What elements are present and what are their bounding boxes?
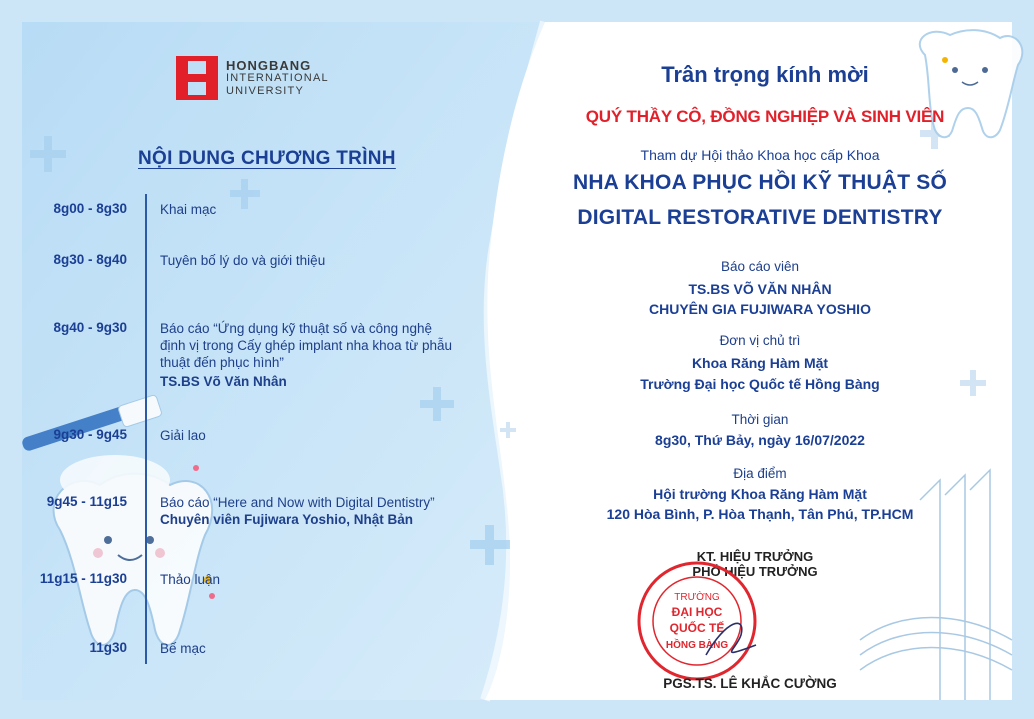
seal-line2: ĐẠI HỌC [671,605,723,619]
invite-audience: QUÝ THẦY CÔ, ĐỒNG NGHIỆP VÀ SINH VIÊN [585,107,945,126]
program-desc-3 [160,320,500,390]
host-1: Khoa Răng Hàm Mặt [691,355,829,371]
program-desc-3-line1: Báo cáo “Ứng dụng kỹ thuật số và công nghệ [160,321,432,336]
program-desc-3-line2: định vị trong Cấy ghép implant nha khoa từ phẫu [160,338,452,353]
program-time-7: 11g30 [89,640,127,655]
time-value: 8g30, Thứ Bảy, ngày 16/07/2022 [655,432,865,448]
program-desc-4: Giải lao [160,428,206,443]
logo-line2: INTERNATIONAL [226,71,329,84]
seal-line1: TRƯỜNG [674,592,720,603]
logo-line1: HONGBANG [226,57,312,73]
logo-h-mark [176,56,218,100]
program-time-3: 8g40 - 9g30 [53,320,127,335]
seal-line4: HỒNG BÀNG [665,640,729,651]
invite-subtitle: Tham dự Hội thảo Khoa học cấp Khoa [640,147,880,163]
seal-line3: QUỐC TẾ [669,621,725,635]
program-time-4: 9g30 - 9g45 [53,427,127,442]
program-desc-5-line1: Báo cáo “Here and Now with Digital Dentistry” [160,495,435,510]
program-desc-5 [160,494,500,528]
program-speaker-5: Chuyên viên Fujiwara Yoshio, Nhật Bản [160,512,414,527]
program-title: NỘI DUNG CHƯƠNG TRÌNH [138,148,396,169]
program-desc-2: Tuyên bố lý do và giới thiệu [160,253,326,268]
invite-greeting: Trân trọng kính mời [661,62,869,87]
venue-1: Hội trường Khoa Răng Hàm Mặt [653,486,867,502]
speaker-1: TS.BS VÕ VĂN NHÂN [688,281,832,297]
program-desc-1: Khai mạc [160,202,217,217]
program-time-5: 9g45 - 11g15 [46,494,127,509]
event-title-en: DIGITAL RESTORATIVE DENTISTRY [577,206,943,229]
signature-line2: PHÓ HIỆU TRƯỞNG [692,564,818,579]
signature-line1: KT. HIỆU TRƯỞNG [696,549,814,564]
university-logo [176,56,329,100]
program-desc-7: Bế mạc [160,641,206,656]
program-time-1: 8g00 - 8g30 [53,201,127,216]
speakers-label: Báo cáo viên [720,259,800,274]
timeline-line [145,194,147,664]
venue-2: 120 Hòa Bình, P. Hòa Thạnh, Tân Phú, TP.HCM [606,506,914,522]
program-time-2: 8g30 - 8g40 [53,252,127,267]
program-desc-6: Thảo luận [160,572,221,587]
signatory-name: PGS.TS. LÊ KHẮC CƯỜNG [663,676,837,691]
venue-label: Địa điểm [733,466,787,481]
official-seal [636,560,758,682]
speaker-2: CHUYÊN GIA FUJIWARA YOSHIO [649,301,871,317]
program-speaker-3: TS.BS Võ Văn Nhân [160,374,287,389]
time-label: Thời gian [731,412,789,427]
program-time-6: 11g15 - 11g30 [39,571,127,586]
logo-wordmark [226,59,329,98]
host-label: Đơn vị chủ trì [719,333,801,348]
host-2: Trường Đại học Quốc tế Hồng Bàng [640,376,880,392]
event-title-vi: NHA KHOA PHỤC HỒI KỸ THUẬT SỐ [572,171,948,194]
program-desc-3-line3: thuật đến phục hình” [160,355,284,370]
logo-line3: UNIVERSITY [226,84,305,97]
